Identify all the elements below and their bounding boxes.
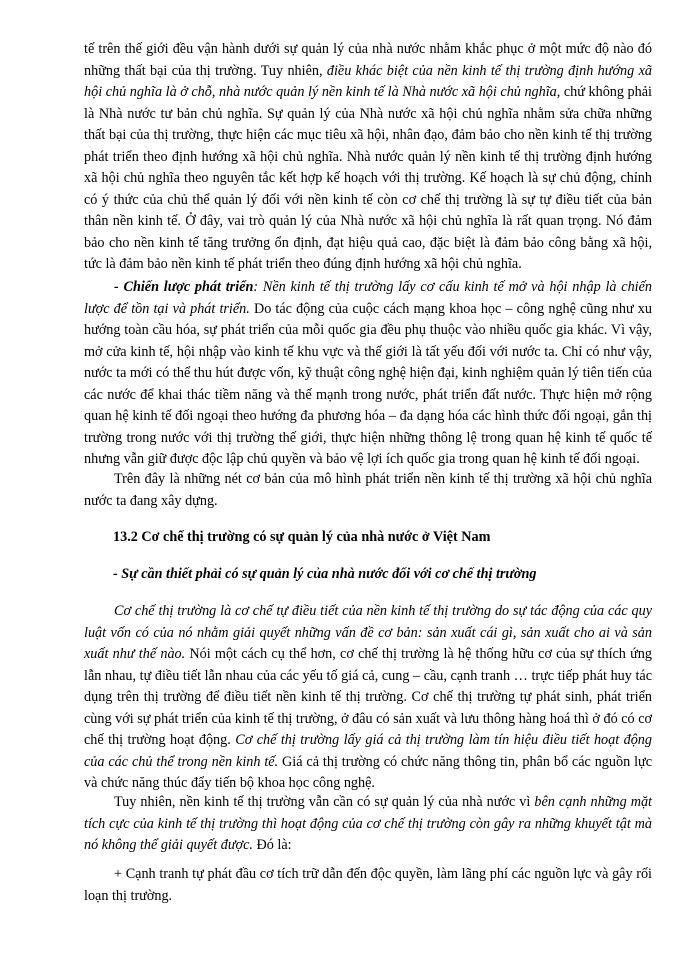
paragraph-market-mechanism — [84, 601, 652, 795]
italic-run: : Nền kinh tế thị trường lấy cơ cấu kinh tế mở và hội nhập là chiến lược để tồn tại và phát triển. — [84, 279, 652, 317]
text-run: Giá cả thị trường có chức năng thông tin, phân bổ các nguồn lực và chức năng thúc đẩy tiến bộ khoa học công nghệ. — [84, 753, 652, 791]
text-run: Tuy nhiên, nền kinh tế thị trường vẫn cần có sự quản lý của nhà nước vì — [114, 794, 535, 810]
bold-italic-label: - Chiến lược phát triển — [114, 279, 254, 295]
paragraph-state-management — [84, 39, 652, 276]
italic-run: điều khác biệt của nền kinh tế thị trường định hướng xã hội chủ nghĩa là ở chỗ, nhà nước quản lý nền kinh tế là Nhà nước xã hội chủ nghĩa, — [84, 62, 652, 100]
italic-run: bên cạnh những mặt tích cực của kinh tế thị trường thì hoạt động của cơ chế thị trường còn gây ra những khuyết tật mà nó không thể giải quyết được. — [84, 794, 652, 853]
italic-run: Cơ chế thị trường lấy giá cả thị trường làm tín hiệu điều tiết hoạt động của các chủ thể trong nền kinh tế. — [84, 732, 652, 770]
paragraph-need-for-management — [84, 792, 652, 857]
text-run: chứ không phải là Nhà nước tư bản chủ nghĩa. Sự quản lý của Nhà nước xã hội chủ nghĩa nhằm sửa chữa những thất bại của thị trường, thực hiện các mục tiêu xã hội, nhân đạo, đảm bảo cho nền kinh tế thị trường phát triển theo định hướng xã hội chủ nghĩa. Nhà nước quản lý nền kinh tế thị trường định hướng xã hội chủ nghĩa theo nguyên tắc kết hợp kế hoạch với thị trường. Kế hoạch là sự chủ động, chỉnh có ý thức của chủ thể quản lý đối với nền kinh tế còn cơ chế thị trường là sự tự điều tiết của bản thân nền kinh tế. Ở đây, vai trò quản lý của Nhà nước xã hội chủ nghĩa là rất quan trọng. Nó đảm bảo cho nền kinh tế tăng trưởng ổn định, đạt hiệu quả cao, đặc biệt là đảm bảo công bằng xã hội, tức là đảm bảo nền kinh tế phát triển theo đúng định hướng xã hội chủ nghĩa. — [84, 84, 652, 272]
text-run: tế trên thế giới đều vận hành dưới sự quản lý của nhà nước nhằm khắc phục ở một mức độ nào đó những thất bại của thị trường. Tuy nhiên, — [84, 41, 652, 79]
text-run: Trên đây là những nét cơ bản của mô hình phát triển nền kinh tế thị trường xã hội chủ nghĩa nước ta đang xây dựng. — [84, 471, 652, 509]
paragraph-development-strategy — [84, 277, 652, 471]
list-item-competition — [84, 864, 652, 907]
text-run: Đó là: — [252, 837, 292, 853]
section-heading: 13.2 Cơ chế thị trường có sự quản lý của nhà nước ở Việt Nam — [113, 529, 491, 545]
section-subheading: - Sự cần thiết phải có sự quản lý của nhà nước đối với cơ chế thị trường — [113, 566, 537, 582]
paragraph-summary — [84, 469, 652, 512]
italic-run: Cơ chế thị trường là cơ chế tự điều tiết của nền kinh tế thị trường do sự tác động của các quy luật vốn có của nó nhằm giải quyết những vấn đề cơ bản: sản xuất cái gì, sản xuất cho ai và sản xuất như thế nào. — [84, 603, 652, 662]
text-run: Do tác động của cuộc cách mạng khoa học – công nghệ cũng như xu hướng toàn cầu hóa, sự phát triển của mỗi quốc gia đều phụ thuộc vào nhiều quốc gia khác. Vì vậy, mở cửa kinh tế, hội nhập vào kinh tế khu vực và thế giới là tất yếu đối với nước ta. Chỉ có như vậy, nước ta mới có thể thu hút được vốn, kỹ thuật công nghệ hiện đại, kinh nghiệm quản lý tiên tiến của các nước để khai thác tiềm năng và thế mạnh trong nước, phát triển đất nước. Thực hiện mở rộng quan hệ kinh tế đối ngoại theo hướng đa phương hóa – đa dạng hóa các hình thức đối ngoại, gắn thị trường trong nước với thị trường thế giới, thực hiện những thông lệ trong quan hệ kinh tế quốc tế nhưng vẫn giữ được độc lập chủ quyền và bảo vệ lợi ích quốc gia trong quan hệ kinh tế đối ngoại. — [84, 300, 652, 467]
text-run: + Cạnh tranh tự phát đầu cơ tích trữ dẫn đến độc quyền, làm lãng phí các nguồn lực và gây rối loạn thị trường. — [84, 866, 652, 904]
text-run: Nói một cách cụ thể hơn, cơ chế thị trường là hệ thống hữu cơ của sự thích ứng lẫn nhau, tự điều tiết lẫn nhau của các yếu tố giá cả, cung – cầu, cạnh tranh … trực tiếp phát huy tác dụng trên thị trường để điều tiết nền kinh tế thị trường. Cơ chế thị trường tự phát sinh, phát triển cùng với sự phát triển của kinh tế thị trường, ở đâu có sản xuất và lưu thông hàng hoá thì ở đó có cơ chế thị trường hoạt động. — [84, 646, 652, 748]
